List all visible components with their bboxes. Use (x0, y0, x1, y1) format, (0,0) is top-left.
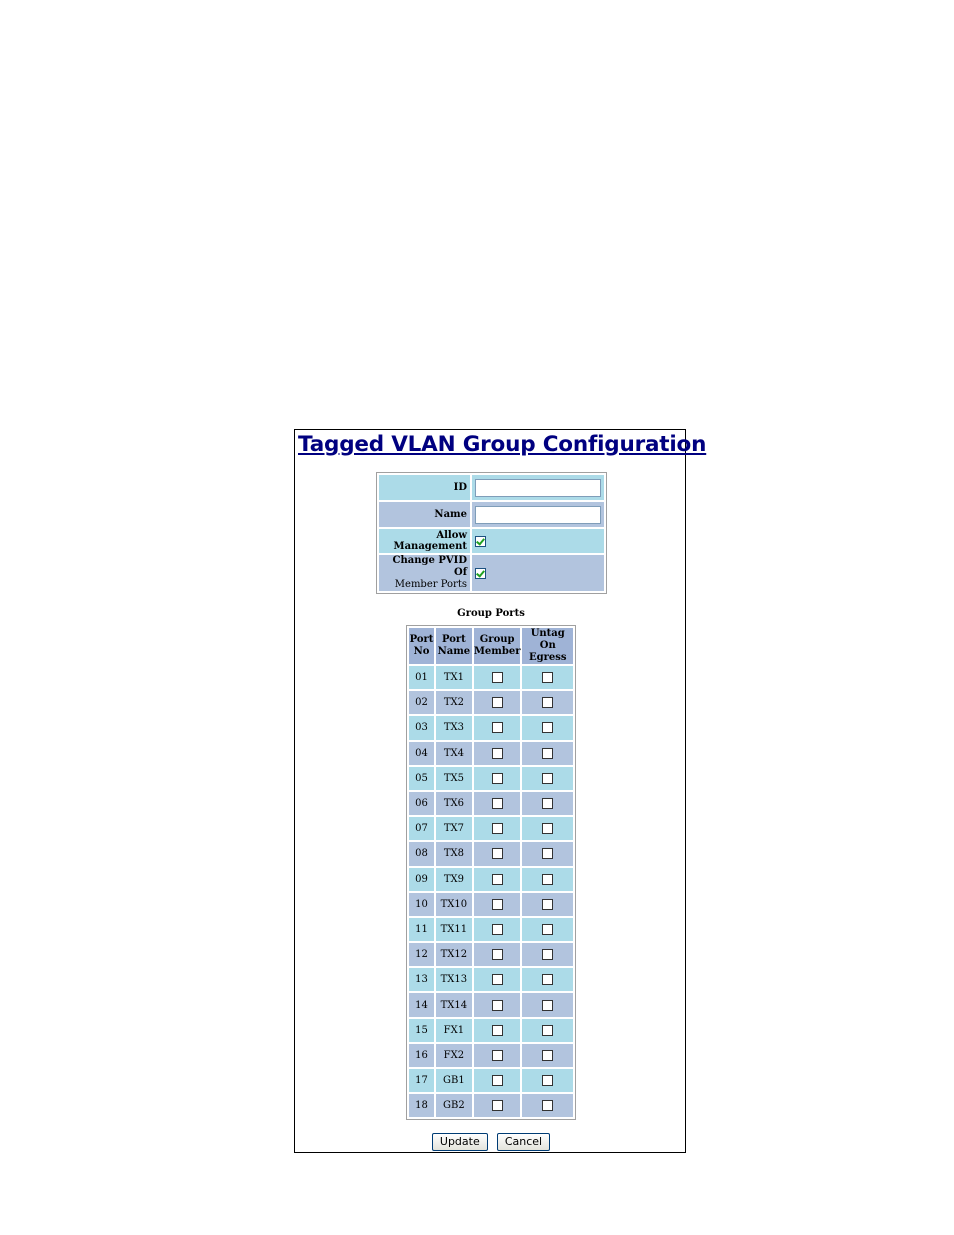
group-member-checkbox[interactable] (492, 672, 503, 683)
untag-on-egress-checkbox[interactable] (542, 722, 553, 733)
port-no-cell: 05 (409, 767, 434, 790)
port-name-cell: GB2 (436, 1094, 472, 1117)
port-no-cell: 11 (409, 918, 434, 941)
untag-on-egress-checkbox[interactable] (542, 974, 553, 985)
table-row (409, 767, 573, 790)
untag-on-egress-checkbox[interactable] (542, 899, 553, 910)
table-row (409, 1019, 573, 1042)
port-name-cell: TX14 (436, 993, 472, 1016)
untag-on-egress-checkbox[interactable] (542, 924, 553, 935)
port-no-cell: 13 (409, 968, 434, 991)
group-member-checkbox[interactable] (492, 1000, 503, 1011)
port-name-cell: TX7 (436, 817, 472, 840)
group-member-checkbox[interactable] (492, 722, 503, 733)
untag-on-egress-checkbox[interactable] (542, 1025, 553, 1036)
untag-on-egress-checkbox[interactable] (542, 1100, 553, 1111)
port-no-cell: 08 (409, 842, 434, 865)
page-title: Tagged VLAN Group Configuration (298, 432, 707, 457)
group-member-header: Group Member (474, 628, 521, 664)
cancel-button[interactable]: Cancel (497, 1133, 550, 1151)
group-member-checkbox[interactable] (492, 697, 503, 708)
group-member-checkbox[interactable] (492, 1050, 503, 1061)
port-name-cell: TX4 (436, 742, 472, 765)
group-member-checkbox[interactable] (492, 1025, 503, 1036)
group-member-checkbox[interactable] (492, 874, 503, 885)
port-name-cell: TX3 (436, 716, 472, 739)
table-row (409, 893, 573, 916)
table-row (409, 868, 573, 891)
change-pvid-label: Change PVID Of (392, 555, 467, 578)
table-row (409, 943, 573, 966)
ports-header-row (409, 628, 573, 664)
port-name-cell: FX2 (436, 1044, 472, 1067)
group-member-checkbox[interactable] (492, 823, 503, 834)
table-row (409, 842, 573, 865)
table-row (409, 1069, 573, 1092)
change-pvid-row (379, 555, 604, 591)
group-member-checkbox[interactable] (492, 798, 503, 809)
table-row (409, 1044, 573, 1067)
group-member-checkbox[interactable] (492, 974, 503, 985)
port-no-cell: 07 (409, 817, 434, 840)
table-row (409, 742, 573, 765)
table-row (409, 817, 573, 840)
group-member-checkbox[interactable] (492, 748, 503, 759)
ports-body (409, 666, 573, 1117)
port-no-cell: 02 (409, 691, 434, 714)
port-no-cell: 12 (409, 943, 434, 966)
port-no-cell: 14 (409, 993, 434, 1016)
table-row (409, 918, 573, 941)
vlan-config-table (376, 472, 607, 594)
group-member-checkbox[interactable] (492, 1075, 503, 1086)
id-input[interactable] (475, 479, 601, 497)
port-no-cell: 01 (409, 666, 434, 689)
port-name-cell: TX13 (436, 968, 472, 991)
port-no-cell: 16 (409, 1044, 434, 1067)
port-no-header: Port No (409, 628, 434, 664)
port-no-cell: 04 (409, 742, 434, 765)
button-bar (295, 1130, 687, 1151)
untag-on-egress-checkbox[interactable] (542, 949, 553, 960)
port-no-cell: 18 (409, 1094, 434, 1117)
port-no-cell: 09 (409, 868, 434, 891)
port-name-cell: TX1 (436, 666, 472, 689)
port-name-cell: TX11 (436, 918, 472, 941)
untag-on-egress-checkbox[interactable] (542, 823, 553, 834)
vlan-config-panel (294, 429, 707, 1153)
allow-management-row (379, 529, 604, 553)
untag-on-egress-checkbox[interactable] (542, 1075, 553, 1086)
id-label: ID (379, 475, 470, 500)
port-name-cell: TX6 (436, 792, 472, 815)
port-name-cell: TX8 (436, 842, 472, 865)
untag-on-egress-checkbox[interactable] (542, 848, 553, 859)
port-name-cell: TX9 (436, 868, 472, 891)
port-no-cell: 15 (409, 1019, 434, 1042)
name-input[interactable] (475, 506, 601, 524)
table-row (409, 993, 573, 1016)
untag-on-egress-checkbox[interactable] (542, 748, 553, 759)
untag-on-egress-checkbox[interactable] (542, 874, 553, 885)
port-name-cell: TX10 (436, 893, 472, 916)
untag-on-egress-checkbox[interactable] (542, 1050, 553, 1061)
port-name-cell: TX12 (436, 943, 472, 966)
port-no-cell: 06 (409, 792, 434, 815)
untag-on-egress-checkbox[interactable] (542, 1000, 553, 1011)
name-row (379, 502, 604, 527)
port-name-header: Port Name (436, 628, 472, 664)
group-member-checkbox[interactable] (492, 848, 503, 859)
group-member-checkbox[interactable] (492, 949, 503, 960)
group-member-checkbox[interactable] (492, 773, 503, 784)
id-row (379, 475, 604, 500)
change-pvid-sublabel: Member Ports (394, 579, 467, 590)
port-no-cell: 17 (409, 1069, 434, 1092)
untag-on-egress-checkbox[interactable] (542, 697, 553, 708)
change-pvid-checkbox[interactable] (475, 568, 486, 579)
name-label: Name (379, 502, 470, 527)
untag-on-egress-header: Untag On Egress (522, 628, 573, 664)
port-name-cell: FX1 (436, 1019, 472, 1042)
untag-on-egress-checkbox[interactable] (542, 672, 553, 683)
group-ports-table (406, 625, 576, 1120)
group-member-checkbox[interactable] (492, 924, 503, 935)
untag-on-egress-checkbox[interactable] (542, 773, 553, 784)
port-name-cell: GB1 (436, 1069, 472, 1092)
update-button[interactable]: Update (432, 1133, 488, 1151)
untag-on-egress-checkbox[interactable] (542, 798, 553, 809)
group-ports-title: Group Ports (457, 608, 525, 619)
table-row (409, 666, 573, 689)
group-member-checkbox[interactable] (492, 899, 503, 910)
table-row (409, 716, 573, 739)
table-row (409, 792, 573, 815)
table-row (409, 1094, 573, 1117)
port-name-cell: TX2 (436, 691, 472, 714)
port-name-cell: TX5 (436, 767, 472, 790)
port-no-cell: 03 (409, 716, 434, 739)
allow-management-label: Allow Management (379, 529, 470, 553)
group-member-checkbox[interactable] (492, 1100, 503, 1111)
table-row (409, 691, 573, 714)
allow-management-checkbox[interactable] (475, 536, 486, 547)
port-no-cell: 10 (409, 893, 434, 916)
table-row (409, 968, 573, 991)
